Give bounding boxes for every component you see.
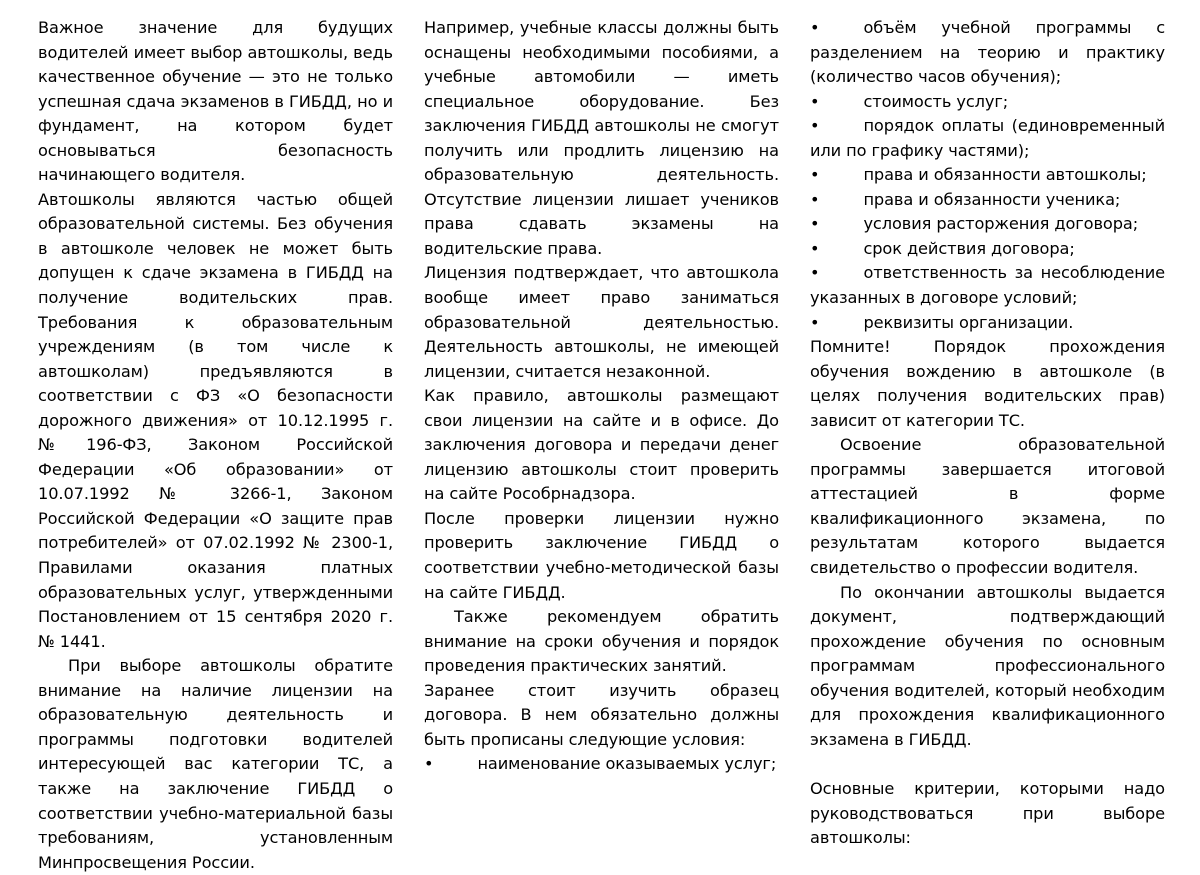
- paragraph: Также рекомендуем обратить внимание на сроки обучения и порядок проведения практических занятий.: [424, 607, 779, 676]
- bullet-item: [810, 163, 1165, 188]
- paragraph: Важное значение для будущих водителей имеет выбор автошколы, ведь качественное обучение — это не только успешная сдача экзаменов в ГИБДД, но и фундамент, на котором будет основываться безопасность начинающего водителя.: [38, 18, 393, 185]
- bullet-item-text: ответственность за несоблюдение указанных в договоре условий;: [810, 263, 1165, 308]
- paragraph: По окончании автошколы выдается документ, подтверждающий прохождение обучения по основным программам профессионального обучения водителей, который необходим для прохождения квалификационного экзамена в ГИБДД.: [810, 582, 1165, 749]
- bullet-marker: •: [810, 165, 820, 185]
- paragraph: Помните! Порядок прохождения обучения вождению в автошколе (в целях получения водительских прав) зависит от категории ТС.: [810, 337, 1165, 430]
- bullet-item-text: условия расторжения договора;: [863, 214, 1139, 234]
- bullet-marker: •: [810, 18, 820, 37]
- paragraph: Например, учебные классы должны быть оснащены необходимыми пособиями, а учебные автомобили — иметь специальное оборудование. Без заключения ГИБДД автошколы не смогут получить или продлить лицензию на образовательную деятельность. Отсутствие лицензии лишает учеников права сдавать экзамены на водительские права.: [424, 18, 779, 258]
- paragraph: Автошколы являются частью общей образовательной системы. Без обучения в автошколе человек не может быть допущен к сдаче экзамена в ГИБДД на получение водительских прав. Требования к образовательным учреждениям (в том числе к автошколам) предъявляются в соответствии с ФЗ «О безопасности дорожного движения» от 10.12.1995 г. №196-ФЗ, Законом Российской Федерации «Об образовании» от 10.07.1992 № 3266-1, Законом Российской Федерации «О защите прав потребителей» от 07.02.1992 № 2300-1, Правилами оказания платных образовательных услуг, утвержденными Постановлением от 15 сентября 2020 г. № 1441.: [38, 189, 393, 651]
- bullet-item: [810, 212, 1165, 237]
- bullet-item: [810, 90, 1165, 115]
- bullet-marker: •: [810, 116, 820, 136]
- bullet-item: [810, 188, 1165, 213]
- paragraph: Заранее стоит изучить образец договора. В нем обязательно должны быть прописаны следующие условия:: [424, 680, 779, 749]
- paragraph: Освоение образовательной программы завершается итоговой аттестацией в форме квалификационного экзамена, по результатам которого выдается свидетельство о профессии водителя.: [810, 435, 1165, 578]
- paragraph: При выборе автошколы обратите внимание на наличие лицензии на образовательную деятельность и программы подготовки водителей интересующей вас категории ТС, а также на заключение ГИБДД о соответствии учебно-материальной базы требованиям, установленным Минпросвещения России.: [38, 656, 393, 872]
- bullet-item: [810, 261, 1165, 310]
- bullet-marker: •: [810, 214, 820, 234]
- bullet-item-text: реквизиты организации.: [863, 312, 1074, 332]
- bullet-marker: •: [810, 238, 820, 258]
- bullet-item: [810, 311, 1165, 336]
- bullet-marker: •: [810, 189, 820, 209]
- bullet-item: [810, 237, 1165, 262]
- bullet-item-text: порядок оплаты (единовременный или по графику частями);: [810, 116, 1165, 160]
- text-column-2: [424, 16, 779, 838]
- bullet-item: [424, 752, 779, 777]
- text-column-1: [38, 16, 393, 872]
- bullet-item: [810, 16, 1165, 90]
- bullet-item-text: наименование оказываемых услуг;: [477, 754, 777, 774]
- paragraph: Как правило, автошколы размещают свои лицензии на сайте и в офисе. До заключения договора и передачи денег лицензию автошколы стоит проверить на сайте Рособрнадзора.: [424, 386, 779, 504]
- paragraph: Основные критерии, которыми надо руководствоваться при выборе автошколы:: [810, 778, 1165, 848]
- bullet-item-text: стоимость услуг;: [863, 91, 1009, 111]
- paragraph: Лицензия подтверждает, что автошкола вообще имеет право заниматься образовательной деятельностью. Деятельность автошколы, не имеющей лицензии, считается незаконной.: [424, 263, 779, 381]
- bullet-marker: •: [810, 91, 820, 111]
- bullet-item-text: права и обязанности автошколы;: [863, 165, 1147, 185]
- bullet-marker: •: [810, 312, 820, 332]
- bullet-item: [810, 114, 1165, 163]
- text-column-3: [810, 16, 1165, 848]
- bullet-item-text: объём учебной программы с разделением на теорию и практику (количество часов обучения);: [810, 18, 1165, 87]
- bullet-marker: •: [424, 754, 434, 774]
- bullet-item-text: срок действия договора;: [863, 238, 1075, 258]
- paragraph: После проверки лицензии нужно проверить заключение ГИБДД о соответствии учебно-методической базы на сайте ГИБДД.: [424, 508, 779, 602]
- bullet-item-text: права и обязанности ученика;: [863, 189, 1121, 209]
- bullet-marker: •: [810, 263, 820, 283]
